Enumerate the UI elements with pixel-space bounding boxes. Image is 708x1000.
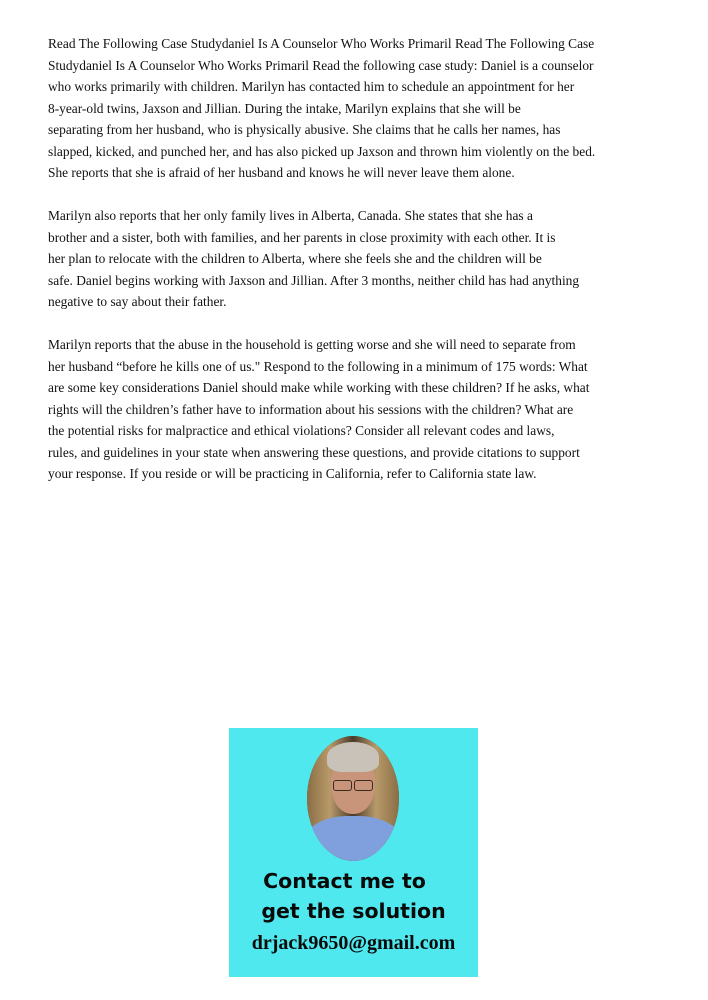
text-line: Marilyn also reports that her only family lives in Alberta, Canada. She states that she has a	[48, 208, 533, 223]
paragraph-questions	[48, 334, 648, 485]
text-line: the potential risks for malpractice and ethical violations? Consider all relevant codes and laws,	[48, 423, 555, 438]
text-line: Marilyn reports that the abuse in the household is getting worse and she will need to separate from	[48, 337, 576, 352]
promo-title	[229, 866, 478, 926]
text-line: She reports that she is afraid of her husband and knows he will never leave them alone.	[48, 165, 515, 180]
contact-promo-banner[interactable]	[229, 728, 478, 977]
text-line: rules, and guidelines in your state when answering these questions, and provide citations to support	[48, 444, 580, 460]
text-line: separating from her husband, who is physically abusive. She claims that he calls her names, has	[48, 122, 561, 137]
text-line: Read The Following Case Studydaniel Is A Counselor Who Works Primaril Read The Following Case	[48, 36, 595, 51]
text-line: 8-year-old twins, Jaxson and Jillian. During the intake, Marilyn explains that she will be	[48, 100, 521, 116]
person-portrait-icon	[307, 736, 399, 861]
text-line: negative to say about their father.	[48, 294, 227, 309]
glasses-icon	[331, 780, 375, 790]
portrait-hair	[327, 742, 379, 772]
paragraph-family	[48, 205, 648, 313]
text-line: rights will the children’s father have to information about his sessions with the children? What are	[48, 401, 574, 417]
document-body	[48, 33, 648, 506]
text-line: her husband “before he kills one of us." Respond to the following in a minimum of 175 words: What	[48, 358, 588, 374]
text-line: who works primarily with children. Marilyn has contacted him to schedule an appointment for her	[48, 79, 575, 94]
promo-title-line2: get the solution	[261, 899, 446, 923]
text-line: safe. Daniel begins working with Jaxson and Jillian. After 3 months, neither child has had anything	[48, 272, 580, 288]
text-line: her plan to relocate with the children to Alberta, where she feels she and the children will be	[48, 251, 542, 266]
paragraph-case-study	[48, 33, 648, 184]
promo-email[interactable]: drjack9650@gmail.com	[251, 932, 456, 954]
text-line: your response. If you reside or will be practicing in California, refer to California state law.	[48, 466, 537, 481]
portrait-shirt	[307, 816, 399, 861]
text-line: are some key considerations Daniel should make while working with these children? If he asks, what	[48, 380, 590, 395]
text-line: Studydaniel Is A Counselor Who Works Primaril Read the following case study: Daniel is a counselor	[48, 57, 594, 73]
promo-title-line1: Contact me to	[263, 869, 426, 893]
text-line: slapped, kicked, and punched her, and has also picked up Jaxson and thrown him violently on the bed.	[48, 143, 596, 159]
text-line: brother and a sister, both with families, and her parents in close proximity with each other. It is	[48, 229, 556, 245]
